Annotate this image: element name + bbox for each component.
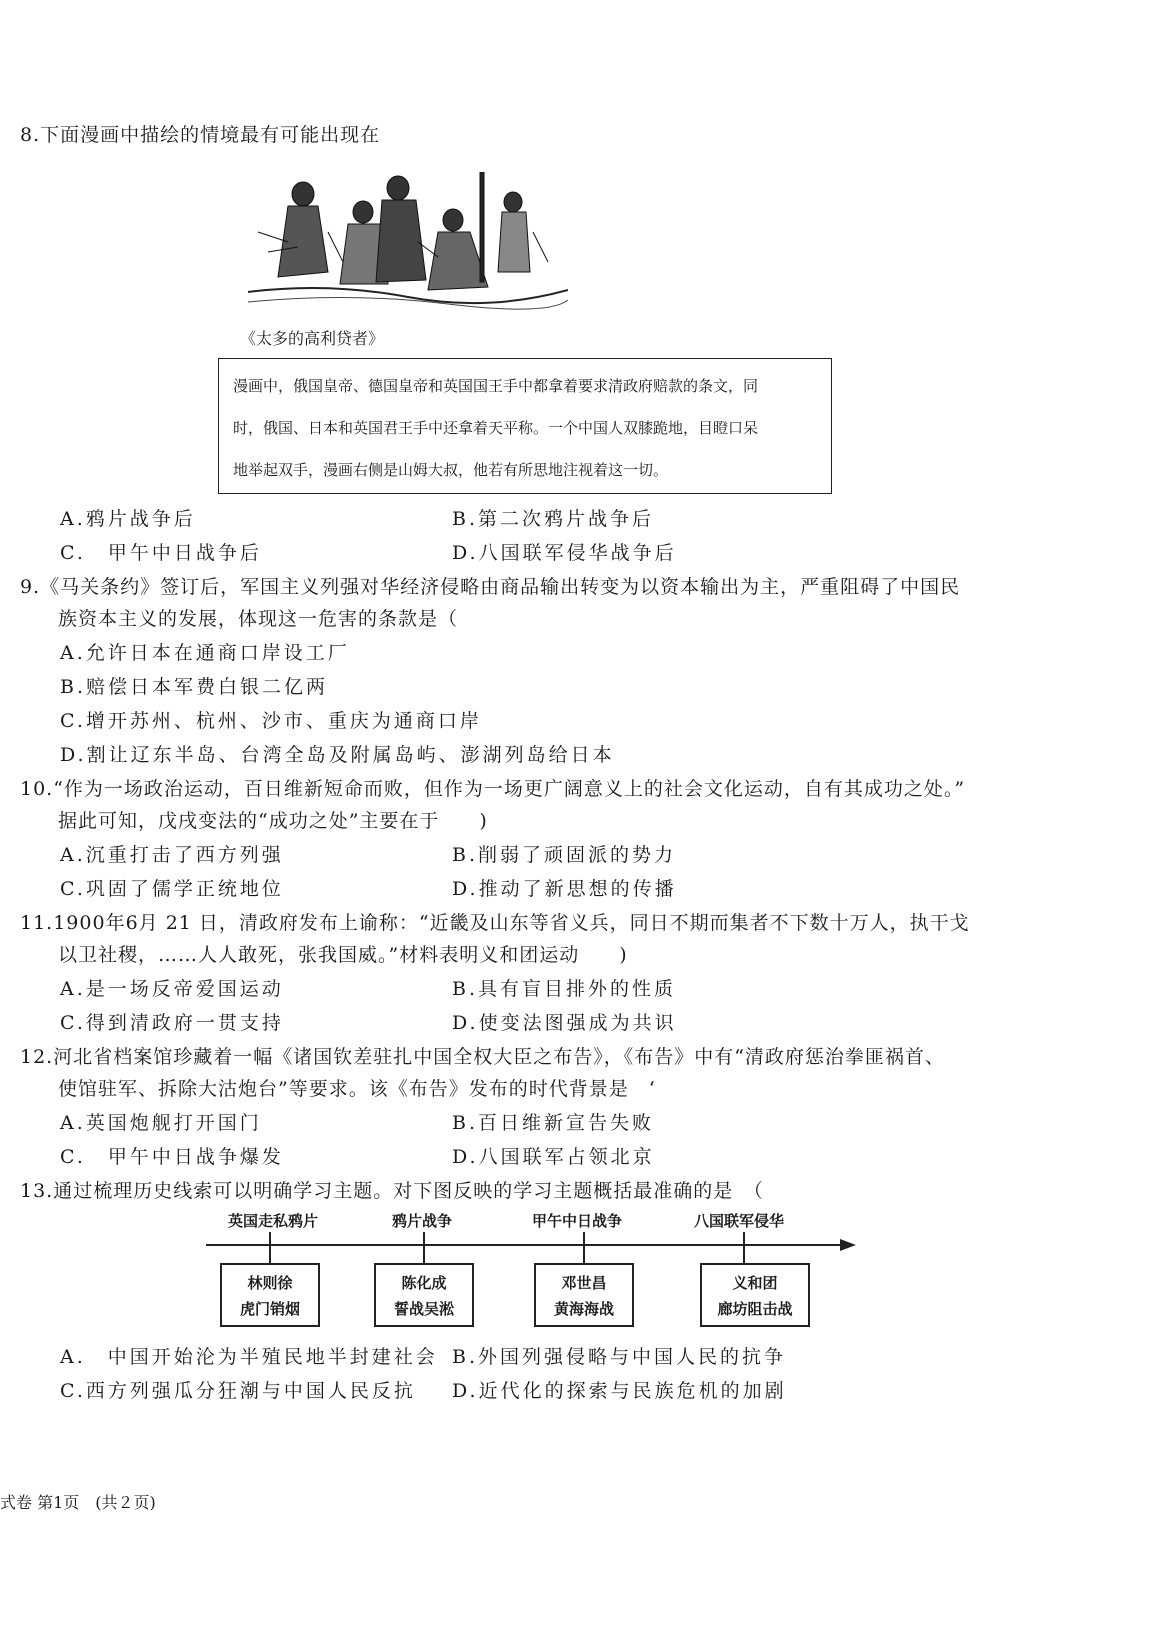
q10-option-b: B.削弱了顽固派的势力 bbox=[452, 844, 677, 866]
q8-option-d: D.八国联军侵华战争后 bbox=[452, 542, 677, 564]
q9-option-d: D.割让辽东半岛、台湾全岛及附属岛屿、澎湖列岛给日本 bbox=[60, 744, 615, 766]
question-9-stem-line-2: 族资本主义的发展，体现这一危害的条款是（ bbox=[58, 608, 459, 630]
timeline-box bbox=[220, 1263, 320, 1327]
q8-option-c: C. 甲午中日战争后 bbox=[60, 542, 262, 564]
timeline-box bbox=[700, 1263, 810, 1327]
cartoon-description-box bbox=[218, 358, 832, 494]
timeline-box-line: 林则徐 bbox=[247, 1274, 293, 1292]
q12-option-a: A.英国炮舰打开国门 bbox=[60, 1112, 262, 1134]
cartoon-illustration bbox=[248, 172, 568, 312]
question-11-stem-line-2: 以卫社稷，……人人敢死，张我国威。”材料表明义和团运动 ) bbox=[58, 944, 628, 966]
timeline-box bbox=[534, 1263, 634, 1327]
q10-option-d: D.推动了新思想的传播 bbox=[452, 878, 677, 900]
timeline-box-line: 陈化成 bbox=[401, 1274, 447, 1292]
timeline-box-line: 黄海海战 bbox=[553, 1300, 614, 1318]
q9-option-b: B.赔偿日本军费白银二亿两 bbox=[60, 676, 329, 698]
q13-option-b: B.外国列强侵略与中国人民的抗争 bbox=[452, 1346, 787, 1368]
q9-option-a: A.允许日本在通商口岸设工厂 bbox=[60, 642, 350, 664]
timeline-box-line: 誓战吴淞 bbox=[393, 1300, 454, 1318]
q11-option-c: C.得到清政府一贯支持 bbox=[60, 1012, 284, 1034]
question-10-stem-line-1: 10.“作为一场政治运动，百日维新短命而败，但作为一场更广阔意义上的社会文化运动，自有其成功之处。” bbox=[20, 778, 966, 800]
timeline-box bbox=[374, 1263, 474, 1327]
question-10-stem-line-2: 据此可知，戊戌变法的“成功之处”主要在于 ) bbox=[58, 810, 488, 832]
description-line: 漫画中，俄国皇帝、德国皇帝和英国国王手中都拿着要求清政府赔款的条文，同 bbox=[233, 377, 759, 395]
question-13-stem: 13.通过梳理历史线索可以明确学习主题。对下图反映的学习主题概括最准确的是 （ bbox=[20, 1180, 764, 1202]
q12-option-d: D.八国联军占领北京 bbox=[452, 1146, 655, 1168]
description-line: 时，俄国、日本和英国君王手中还拿着天平称。一个中国人双膝跪地，目瞪口呆 bbox=[233, 419, 759, 437]
q11-option-d: D.使变法图强成为共识 bbox=[452, 1012, 677, 1034]
cartoon-caption: 《太多的高利贷者》 bbox=[240, 329, 385, 348]
description-line: 地举起双手，漫画右侧是山姆大叔，他若有所思地注视着这一切。 bbox=[233, 461, 669, 479]
timeline-box-line: 廊坊阻击战 bbox=[717, 1300, 793, 1318]
q8-option-a: A.鸦片战争后 bbox=[60, 508, 196, 530]
timeline-box-line: 义和团 bbox=[732, 1274, 778, 1292]
timeline-event-label: 甲午中日战争 bbox=[532, 1212, 623, 1230]
timeline-box-line: 虎门销烟 bbox=[239, 1300, 300, 1318]
timeline-event-label: 英国走私鸦片 bbox=[228, 1212, 319, 1230]
q11-option-b: B.具有盲目排外的性质 bbox=[452, 978, 677, 1000]
timeline-box-line: 邓世昌 bbox=[561, 1274, 607, 1292]
q8-option-b: B.第二次鸦片战争后 bbox=[452, 508, 655, 530]
q11-option-a: A.是一场反帝爱国运动 bbox=[60, 978, 284, 1000]
question-9-stem-line-1: 9.《马关条约》签订后，军国主义列强对华经济侵略由商品输出转变为以资本输出为主，严重阻碍了中国民 bbox=[20, 576, 961, 598]
q9-option-c: C.增开苏州、杭州、沙市、重庆为通商口岸 bbox=[60, 710, 482, 732]
q13-option-a: A. 中国开始沦为半殖民地半封建社会 bbox=[60, 1346, 438, 1368]
question-8-stem: 8.下面漫画中描绘的情境最有可能出现在 bbox=[20, 124, 381, 146]
q10-option-c: C.巩固了儒学正统地位 bbox=[60, 878, 284, 900]
question-12-stem-line-1: 12.河北省档案馆珍藏着一幅《诸国钦差驻扎中国全权大臣之布告》，《布告》中有“清政府惩治拳匪祸首、 bbox=[20, 1046, 945, 1068]
question-11-stem-line-1: 11.1900年6月 21 日，清政府发布上谕称：“近畿及山东等省义兵，同日不期而集者不下数十万人，执干戈 bbox=[20, 912, 970, 934]
question-12-stem-line-2: 使馆驻军、拆除大沽炮台”等要求。该《布告》发布的时代背景是 ‘ bbox=[58, 1078, 656, 1100]
timeline-event-label: 鸦片战争 bbox=[392, 1212, 453, 1230]
q12-option-c: C. 甲午中日战争爆发 bbox=[60, 1146, 284, 1168]
q10-option-a: A.沉重打击了西方列强 bbox=[60, 844, 284, 866]
q13-option-d: D.近代化的探索与民族危机的加剧 bbox=[452, 1380, 787, 1402]
q12-option-b: B.百日维新宣告失败 bbox=[452, 1112, 655, 1134]
q13-option-c: C.西方列强瓜分狂潮与中国人民反抗 bbox=[60, 1380, 416, 1402]
page-footer: 式卷 第1页 (共２页) bbox=[0, 1493, 156, 1512]
timeline-event-label: 八国联军侵华 bbox=[694, 1212, 785, 1230]
